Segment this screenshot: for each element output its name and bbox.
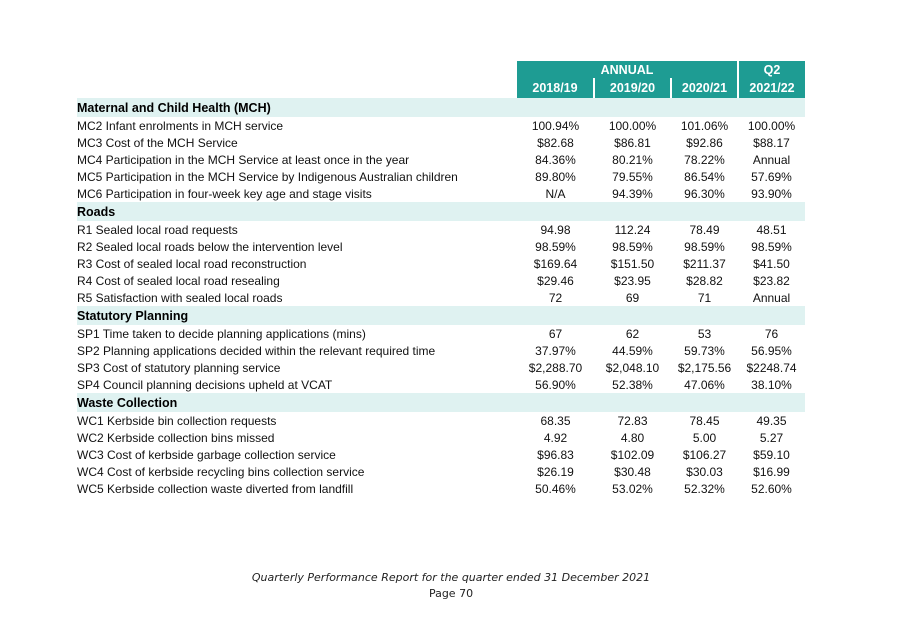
- measure-value: $30.48: [614, 464, 651, 479]
- measure-label: R3 Cost of sealed local road reconstruction: [77, 256, 307, 271]
- page-number: Page 70: [428, 587, 474, 600]
- measure-value: 53.02%: [612, 481, 653, 496]
- report-title: Quarterly Performance Report for the quarter ended 31 December 2021: [251, 571, 651, 584]
- table-row: [77, 221, 805, 238]
- measure-value: 76: [764, 326, 779, 341]
- header-year-row: [77, 78, 805, 98]
- measure-value: 68.35: [540, 413, 571, 428]
- section-header-row: [77, 202, 805, 221]
- measure-value: 89.80%: [535, 169, 576, 184]
- measure-value: 69: [625, 290, 640, 305]
- measure-value: $16.99: [753, 464, 790, 479]
- measure-value: 44.59%: [612, 343, 653, 358]
- measure-value: $23.82: [753, 273, 790, 288]
- measure-value: 100.94%: [531, 118, 580, 133]
- measure-label: R5 Satisfaction with sealed local roads: [77, 290, 283, 305]
- measure-value: 98.59%: [535, 239, 576, 254]
- measure-value: 79.55%: [612, 169, 653, 184]
- measure-label: MC4 Participation in the MCH Service at least once in the year: [77, 152, 410, 167]
- measure-label: WC3 Cost of kerbside garbage collection service: [77, 447, 336, 462]
- measure-value: 5.00: [692, 430, 717, 445]
- measure-value: 52.38%: [612, 377, 653, 392]
- table-row: [77, 289, 805, 306]
- section-title: Statutory Planning: [77, 306, 805, 325]
- table-row: [77, 412, 805, 429]
- section-header-row: [77, 306, 805, 325]
- measure-value: 72.83: [617, 413, 648, 428]
- measure-value: $82.68: [537, 135, 574, 150]
- measure-value: Annual: [752, 290, 791, 305]
- table-row: [77, 429, 805, 446]
- measure-value: 78.49: [689, 222, 720, 237]
- measure-value: 47.06%: [684, 377, 725, 392]
- measure-value: $41.50: [753, 256, 790, 271]
- table-row: [77, 376, 805, 393]
- measure-value: 78.22%: [684, 152, 725, 167]
- measure-value: $23.95: [614, 273, 651, 288]
- measure-value: $2,048.10: [605, 360, 660, 375]
- measure-value: 100.00%: [747, 118, 796, 133]
- table-row: [77, 463, 805, 480]
- year-header-2021-22: 2021/22: [738, 78, 805, 98]
- measure-value: 67: [548, 326, 563, 341]
- measure-value: $92.86: [686, 135, 723, 150]
- measure-label: MC6 Participation in four-week key age and stage visits: [77, 186, 372, 201]
- measure-value: 80.21%: [612, 152, 653, 167]
- table-row: [77, 359, 805, 376]
- measure-label: R2 Sealed local roads below the intervention level: [77, 239, 343, 254]
- measure-label: SP4 Council planning decisions upheld at VCAT: [77, 377, 333, 392]
- measure-value: $28.82: [686, 273, 723, 288]
- table-body: [77, 98, 805, 497]
- year-header-2019-20: 2019/20: [594, 78, 671, 98]
- page-footer: [0, 570, 902, 602]
- table-row: [77, 255, 805, 272]
- measure-value: 98.59%: [612, 239, 653, 254]
- year-header-2018-19: 2018/19: [517, 78, 594, 98]
- measure-value: 93.90%: [751, 186, 792, 201]
- measure-value: $30.03: [686, 464, 723, 479]
- header-blank-cell: [77, 78, 517, 98]
- measure-value: $151.50: [610, 256, 655, 271]
- measure-value: 98.59%: [751, 239, 792, 254]
- measure-value: 94.98: [540, 222, 571, 237]
- measure-value: 56.95%: [751, 343, 792, 358]
- measure-label: SP1 Time taken to decide planning applications (mins): [77, 326, 366, 341]
- measure-value: 59.73%: [684, 343, 725, 358]
- measure-value: $102.09: [610, 447, 655, 462]
- measure-value: $88.17: [753, 135, 790, 150]
- measure-value: $2,288.70: [528, 360, 583, 375]
- table-row: [77, 117, 805, 134]
- measure-value: $29.46: [537, 273, 574, 288]
- measure-value: 84.36%: [535, 152, 576, 167]
- measure-label: MC5 Participation in the MCH Service by Indigenous Australian children: [77, 169, 458, 184]
- measure-value: 86.54%: [684, 169, 725, 184]
- measure-value: $96.83: [537, 447, 574, 462]
- measure-value: 62: [625, 326, 640, 341]
- measure-value: 52.32%: [684, 481, 725, 496]
- section-title: Roads: [77, 202, 805, 221]
- table-row: [77, 446, 805, 463]
- performance-table: [77, 61, 805, 497]
- measure-value: N/A: [545, 186, 566, 201]
- measure-label: WC5 Kerbside collection waste diverted from landfill: [77, 481, 354, 496]
- measure-value: 78.45: [689, 413, 720, 428]
- measure-value: 37.97%: [535, 343, 576, 358]
- measure-value: 101.06%: [680, 118, 729, 133]
- table-row: [77, 134, 805, 151]
- measure-value: 100.00%: [608, 118, 657, 133]
- measure-value: $2248.74: [746, 360, 797, 375]
- measure-value: 57.69%: [751, 169, 792, 184]
- table-row: [77, 168, 805, 185]
- section-title: Waste Collection: [77, 393, 805, 412]
- measure-label: R4 Cost of sealed local road resealing: [77, 273, 280, 288]
- measure-label: R1 Sealed local road requests: [77, 222, 238, 237]
- measure-value: $106.27: [682, 447, 727, 462]
- header-blank-cell: [77, 61, 517, 78]
- measure-value: 5.27: [759, 430, 784, 445]
- measure-label: WC2 Kerbside collection bins missed: [77, 430, 275, 445]
- q2-header: Q2: [738, 61, 805, 78]
- measure-value: 49.35: [756, 413, 787, 428]
- measure-value: 56.90%: [535, 377, 576, 392]
- measure-value: $211.37: [683, 256, 726, 271]
- measure-value: 94.39%: [612, 186, 653, 201]
- section-header-row: [77, 393, 805, 412]
- measure-value: 4.80: [620, 430, 645, 445]
- year-header-2020-21: 2020/21: [671, 78, 738, 98]
- measure-value: 98.59%: [684, 239, 725, 254]
- measure-value: 72: [548, 290, 563, 305]
- measure-value: $59.10: [753, 447, 790, 462]
- measure-value: 38.10%: [751, 377, 792, 392]
- measure-value: 4.92: [543, 430, 568, 445]
- measure-label: WC1 Kerbside bin collection requests: [77, 413, 277, 428]
- measure-value: $169.64: [533, 256, 578, 271]
- measure-label: MC2 Infant enrolments in MCH service: [77, 118, 284, 133]
- header-group-row: [77, 61, 805, 78]
- annual-header: ANNUAL: [517, 61, 738, 78]
- table-row: [77, 185, 805, 202]
- table-row: [77, 325, 805, 342]
- measure-value: 52.60%: [751, 481, 792, 496]
- table-row: [77, 238, 805, 255]
- measure-value: Annual: [752, 152, 791, 167]
- measure-value: 50.46%: [535, 481, 576, 496]
- measure-label: WC4 Cost of kerbside recycling bins collection service: [77, 464, 365, 479]
- measure-label: SP2 Planning applications decided within the relevant required time: [77, 343, 436, 358]
- measure-value: 96.30%: [684, 186, 725, 201]
- measure-label: MC3 Cost of the MCH Service: [77, 135, 238, 150]
- measure-value: 53: [697, 326, 712, 341]
- table-row: [77, 342, 805, 359]
- measure-value: 48.51: [756, 222, 787, 237]
- table-row: [77, 480, 805, 497]
- table-row: [77, 272, 805, 289]
- measure-value: $86.81: [614, 135, 651, 150]
- measure-value: 71: [697, 290, 712, 305]
- table-row: [77, 151, 805, 168]
- measure-value: $2,175.56: [677, 360, 732, 375]
- measure-value: 112.24: [614, 222, 651, 237]
- measure-label: SP3 Cost of statutory planning service: [77, 360, 281, 375]
- measure-value: $26.19: [537, 464, 574, 479]
- section-title: Maternal and Child Health (MCH): [77, 98, 805, 117]
- section-header-row: [77, 98, 805, 117]
